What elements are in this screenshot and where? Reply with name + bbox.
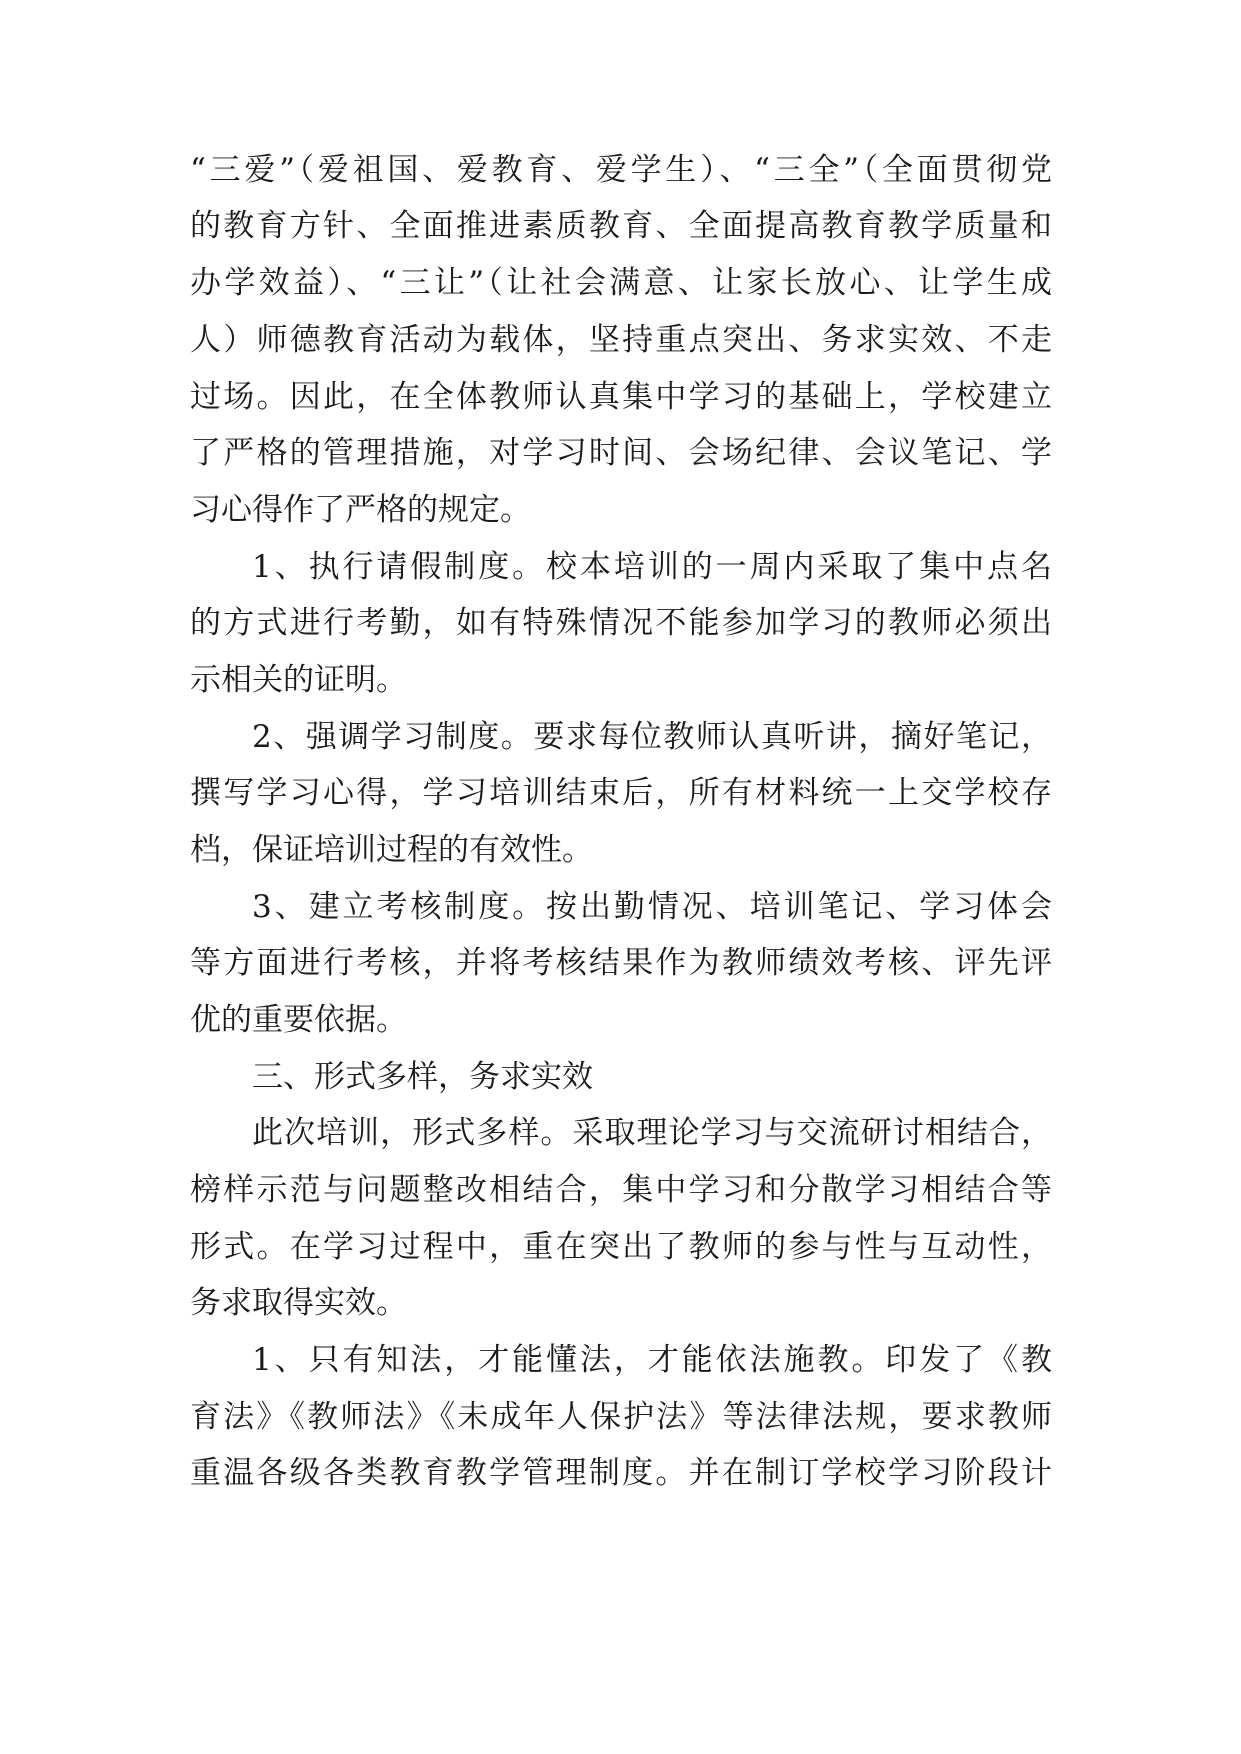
- text-line: 1、执行请假制度。校本培训的一周内采取了集中点名: [252, 549, 1052, 585]
- section-heading: 三、形式多样，务求实效: [252, 1059, 593, 1095]
- text-line: 育法》《教师法》《未成年人保护法》等法律法规，要求教师: [190, 1399, 1052, 1435]
- text-line: 形式。在学习过程中，重在突出了教师的参与性与互动性，: [190, 1229, 1052, 1265]
- text-line: 示相关的证明。: [190, 662, 407, 698]
- text-line: 此次培训，形式多样。采取理论学习与交流研讨相结合，: [252, 1115, 1052, 1151]
- text-line: 优的重要依据。: [190, 1002, 407, 1038]
- text-line: 等方面进行考核，并将考核结果作为教师绩效考核、评先评: [190, 945, 1052, 981]
- text-line: 人）师德教育活动为载体，坚持重点突出、务求实效、不走: [190, 322, 1052, 358]
- text-line: 榜样示范与问题整改相结合，集中学习和分散学习相结合等: [190, 1172, 1052, 1208]
- text-line: 撰写学习心得，学习培训结束后，所有材料统一上交学校存: [190, 775, 1052, 811]
- text-line: 习心得作了严格的规定。: [190, 492, 531, 528]
- text-line: 过场。因此，在全体教师认真集中学习的基础上，学校建立: [190, 379, 1052, 415]
- text-line: 1、只有知法，才能懂法，才能依法施教。印发了《教: [252, 1342, 1052, 1378]
- text-line: 办学效益）、“三让”（让社会满意、让家长放心、让学生成: [190, 265, 1052, 301]
- text-line: “三爱”（爱祖国、爱教育、爱学生）、“三全”（全面贯彻党: [190, 152, 1052, 188]
- text-line: 档，保证培训过程的有效性。: [190, 832, 593, 868]
- text-line: 3、建立考核制度。按出勤情况、培训笔记、学习体会: [252, 889, 1052, 925]
- text-line: 重温各级各类教育教学管理制度。并在制订学校学习阶段计: [190, 1455, 1052, 1491]
- text-line: 务求取得实效。: [190, 1285, 407, 1321]
- text-line: 的方式进行考勤，如有特殊情况不能参加学习的教师必须出: [190, 605, 1052, 641]
- text-line: 的教育方针、全面推进素质教育、全面提高教育教学质量和: [190, 208, 1052, 244]
- text-line: 了严格的管理措施，对学习时间、会场纪律、会议笔记、学: [190, 435, 1052, 471]
- text-line: 2、强调学习制度。要求每位教师认真听讲，摘好笔记，: [252, 719, 1052, 755]
